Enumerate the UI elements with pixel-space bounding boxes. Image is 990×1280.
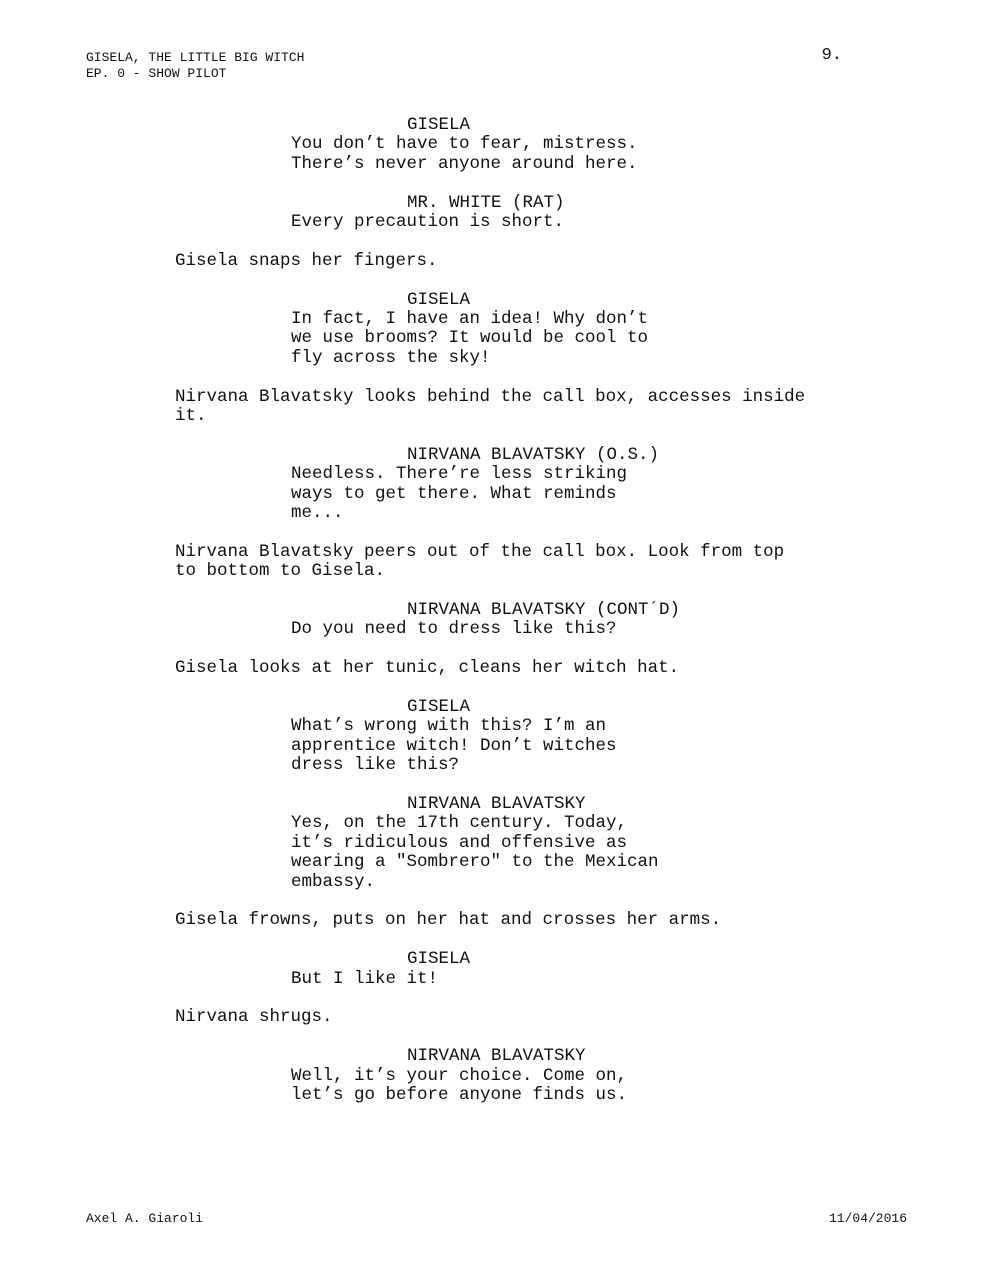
- dialogue-line: dress like this?: [291, 755, 460, 776]
- action-line: Nirvana shrugs.: [175, 1007, 333, 1028]
- dialogue-line: wearing a "Sombrero" to the Mexican: [291, 852, 659, 873]
- character-name: NIRVANA BLAVATSKY: [407, 794, 586, 815]
- dialogue-line: Every precaution is short.: [291, 212, 565, 233]
- dialogue-block: [0, 194, 990, 233]
- character-name: GISELA: [407, 289, 471, 310]
- action-line: Gisela frowns, puts on her hat and crosses her arms.: [175, 910, 722, 931]
- dialogue-line: Yes, on the 17th century. Today,: [291, 813, 628, 834]
- header-episode: EP. 0 - SHOW PILOT: [86, 66, 227, 81]
- action-text: [0, 388, 990, 427]
- action-line: it.: [175, 406, 207, 427]
- dialogue-line: Needless. There’re less striking: [291, 464, 628, 485]
- action-text: [0, 659, 990, 678]
- character-name: NIRVANA BLAVATSKY: [407, 1046, 586, 1067]
- action-text: [0, 543, 990, 582]
- dialogue-text: [0, 620, 990, 639]
- dialogue-text: [0, 1067, 990, 1106]
- dialogue-line: embassy.: [291, 871, 376, 892]
- character-name: NIRVANA BLAVATSKY (CONT´D): [407, 600, 681, 621]
- action-text: [0, 911, 990, 930]
- action-line: to bottom to Gisela.: [175, 561, 386, 582]
- dialogue-line: fly across the sky!: [291, 347, 491, 368]
- dialogue-line: me...: [291, 503, 344, 524]
- dialogue-text: [0, 970, 990, 989]
- action-line: Gisela looks at her tunic, cleans her witch hat.: [175, 658, 680, 679]
- dialogue-block: [0, 291, 990, 369]
- dialogue-line: There’s never anyone around here.: [291, 153, 638, 174]
- dialogue-line: Well, it’s your choice. Come on,: [291, 1065, 628, 1086]
- dialogue-block: [0, 601, 990, 640]
- dialogue-block: [0, 446, 990, 524]
- action-line: Nirvana Blavatsky peers out of the call box. Look from top: [175, 541, 785, 562]
- action-text: [0, 252, 990, 271]
- dialogue-text: [0, 213, 990, 232]
- dialogue-text: [0, 814, 990, 892]
- header-title: GISELA, THE LITTLE BIG WITCH: [86, 50, 305, 65]
- dialogue-line: it’s ridiculous and offensive as: [291, 832, 628, 853]
- dialogue-block: [0, 795, 990, 892]
- dialogue-block: [0, 116, 990, 174]
- dialogue-line: What’s wrong with this? I’m an: [291, 716, 607, 737]
- action-line: Gisela snaps her fingers.: [175, 250, 438, 271]
- dialogue-line: ways to get there. What reminds: [291, 483, 617, 504]
- character-name: GISELA: [407, 115, 471, 135]
- dialogue-text: [0, 717, 990, 775]
- dialogue-text: [0, 135, 990, 174]
- character-name: GISELA: [407, 697, 471, 718]
- footer-author: Axel A. Giaroli: [86, 1211, 204, 1226]
- dialogue-text: [0, 465, 990, 523]
- character-name: GISELA: [407, 949, 471, 970]
- dialogue-line: Do you need to dress like this?: [291, 619, 617, 640]
- character-name: MR. WHITE (RAT): [407, 192, 565, 213]
- dialogue-line: we use brooms? It would be cool to: [291, 328, 649, 349]
- page-number: 9.: [821, 46, 842, 65]
- dialogue-block: [0, 1047, 990, 1105]
- dialogue-line: let’s go before anyone finds us.: [291, 1085, 628, 1106]
- dialogue-text: [0, 310, 990, 368]
- action-text: [0, 1008, 990, 1027]
- dialogue-line: apprentice witch! Don’t witches: [291, 735, 617, 756]
- footer-date: 11/04/2016: [828, 1211, 907, 1226]
- dialogue-block: [0, 698, 990, 776]
- character-name: NIRVANA BLAVATSKY (O.S.): [407, 444, 660, 465]
- dialogue-block: [0, 950, 990, 989]
- dialogue-line: But I like it!: [291, 968, 439, 989]
- dialogue-line: You don’t have to fear, mistress.: [291, 134, 638, 155]
- action-line: Nirvana Blavatsky looks behind the call box, accesses inside: [175, 386, 806, 407]
- dialogue-line: In fact, I have an idea! Why don’t: [291, 309, 649, 330]
- script-body: [0, 116, 990, 1125]
